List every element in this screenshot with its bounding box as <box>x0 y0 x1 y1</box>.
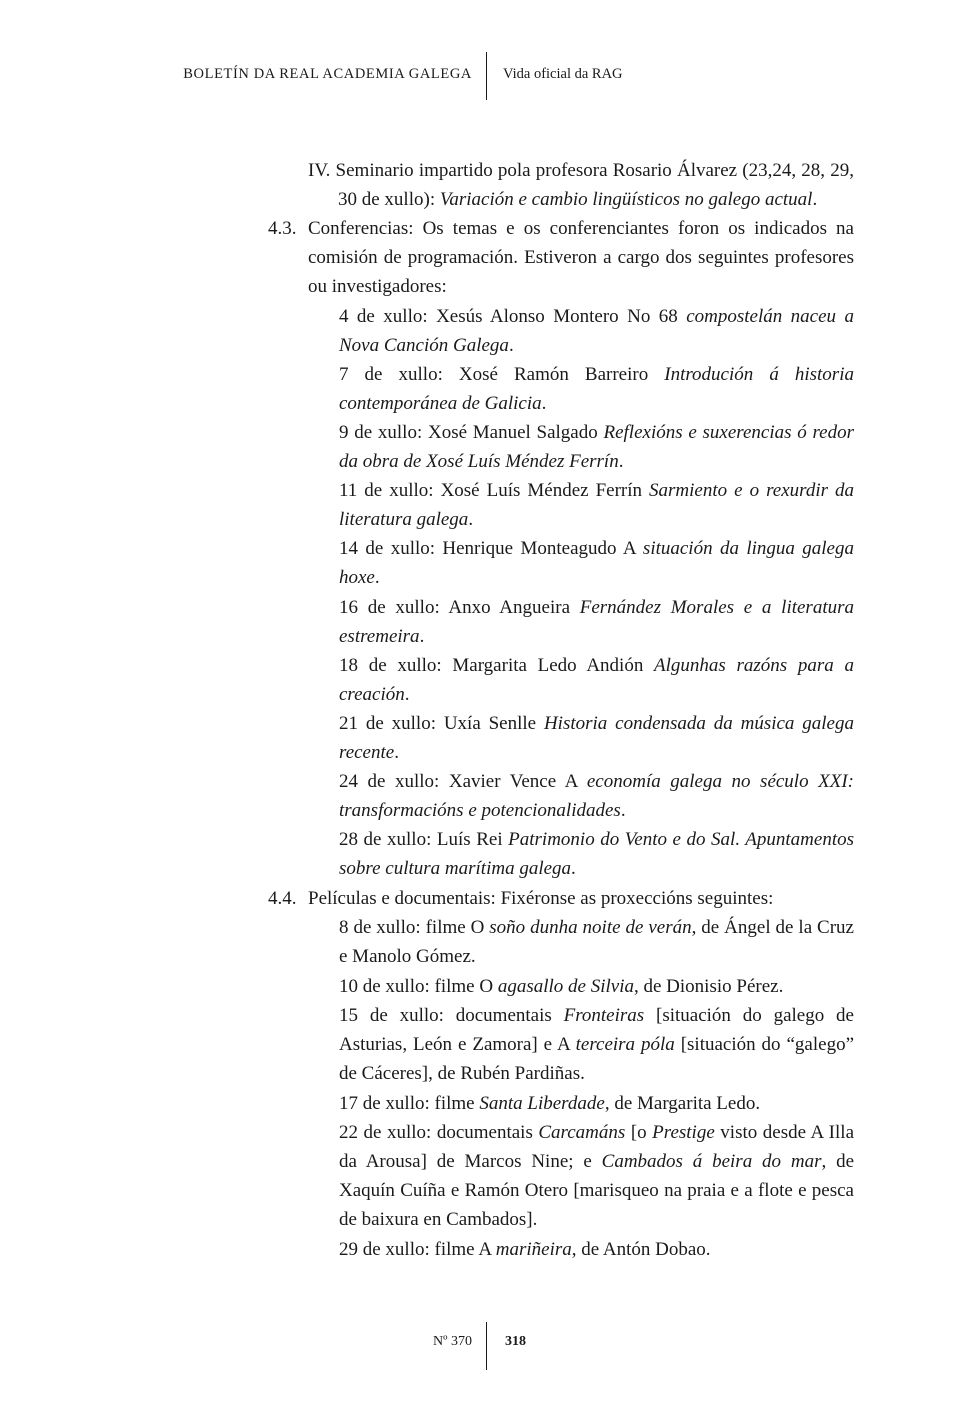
section-4-3-text: Conferencias: Os temas e os conferenciantes foron os indicados na comisión de programación. Estiveron a cargo dos seguintes profesores ou investigadores: <box>308 218 854 297</box>
conference-item: 11 de xullo: Xosé Luís Méndez Ferrín Sarmiento e o rexurdir da literatura galega. <box>339 480 854 530</box>
film-item: 15 de xullo: documentais Fronteiras [situación do galego de Asturias, León e Zamora] e A terceira póla [situación do “galego” de Cáceres], de Rubén Pardiñas. <box>339 1005 854 1084</box>
section-4-4-number: 4.4. <box>268 888 297 909</box>
conference-item: 24 de xullo: Xavier Vence A economía galega no século XXI: transformacións e potencionalidades. <box>339 771 854 821</box>
section-title: Vida oficial da RAG <box>503 66 623 82</box>
conference-item: 18 de xullo: Margarita Ledo Andión Algunhas razóns para a creación. <box>339 655 854 705</box>
film-item: 22 de xullo: documentais Carcamáns [o Prestige visto desde A Illa da Arousa] de Marcos Nine; e Cambados á beira do mar, de Xaquín Cuíña e Ramón Otero [marisqueo na praia e a flote e pesca de baixura en Cambados]. <box>339 1122 854 1230</box>
section-4-3 <box>268 214 854 301</box>
conference-item: 28 de xullo: Luís Rei Patrimonio do Vento e do Sal. Apuntamentos sobre cultura marítima galega. <box>339 829 854 879</box>
section-4-4 <box>268 884 854 913</box>
page-number: 318 <box>505 1334 526 1349</box>
running-header <box>0 52 975 100</box>
section-4-4-text: Películas e documentais: Fixéronse as proxeccións seguintes: <box>308 888 774 909</box>
item-iv-title: Variación e cambio lingüísticos no galego actual <box>439 189 813 210</box>
item-iv-text: Seminario impartido pola profesora Rosario Álvarez (23,24, 28, 29, 30 de xullo): <box>335 160 854 210</box>
page-footer <box>0 1322 975 1370</box>
section-4-3-number: 4.3. <box>268 218 297 239</box>
issue-number: Nº 370 <box>433 1334 472 1349</box>
conference-item: 7 de xullo: Xosé Ramón Barreiro Introdución á historia contemporánea de Galicia. <box>339 364 854 414</box>
item-iv-number: IV. <box>308 160 331 181</box>
conference-item: 4 de xullo: Xesús Alonso Montero No 68 compostelán naceu a Nova Canción Galega. <box>339 306 854 356</box>
conference-item: 14 de xullo: Henrique Monteagudo A situación da lingua galega hoxe. <box>339 538 854 588</box>
item-iv: IV. Seminario impartido pola profesora Rosario Álvarez (23,24, 28, 29, 30 de xullo): Variación e cambio lingüísticos no galego actual. <box>308 160 854 210</box>
film-item: 10 de xullo: filme O agasallo de Silvia, de Dionisio Pérez. <box>339 976 784 997</box>
film-item: 17 de xullo: filme Santa Liberdade, de Margarita Ledo. <box>339 1093 761 1114</box>
film-item: 8 de xullo: filme O soño dunha noite de verán, de Ángel de la Cruz e Manolo Gómez. <box>339 917 854 967</box>
journal-title: BOLETÍN DA REAL ACADEMIA GALEGA <box>183 66 472 82</box>
film-item: 29 de xullo: filme A mariñeira, de Antón Dobao. <box>339 1239 711 1260</box>
conference-item: 21 de xullo: Uxía Senlle Historia condensada da música galega recente. <box>339 713 854 763</box>
conference-item: 16 de xullo: Anxo Angueira Fernández Morales e a literatura estremeira. <box>339 597 855 647</box>
header-divider <box>486 52 487 100</box>
footer-divider <box>486 1322 487 1370</box>
conference-item: 9 de xullo: Xosé Manuel Salgado Reflexións e suxerencias ó redor da obra de Xosé Luís Méndez Ferrín. <box>339 422 854 472</box>
